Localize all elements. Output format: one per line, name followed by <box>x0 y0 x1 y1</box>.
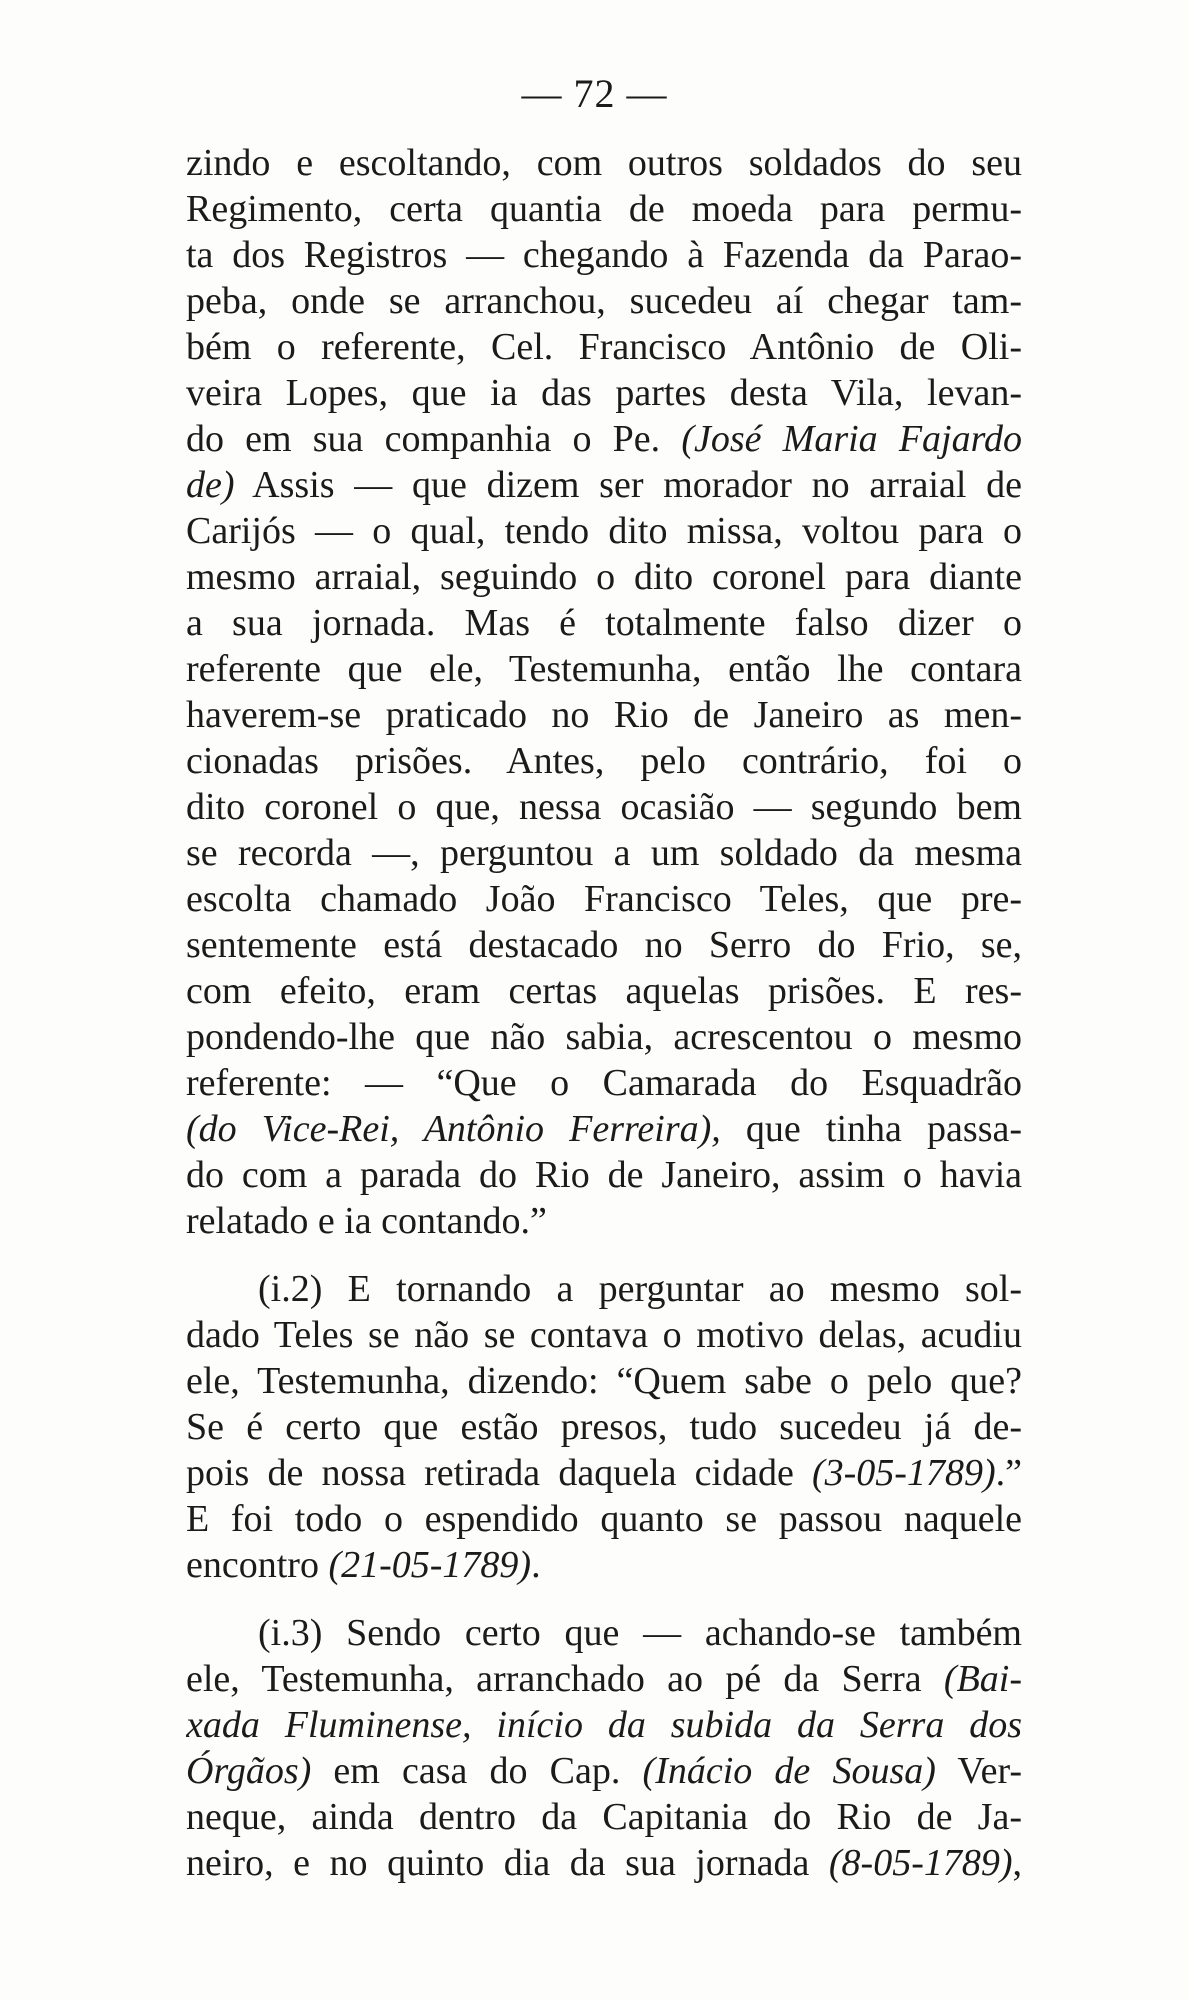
text-line: (i.3) Sendo certo que — achando-se também <box>258 1612 1022 1654</box>
text-line: cionadas prisões. Antes, pelo contrário, foi o <box>186 740 1022 782</box>
text-line: encontro (21-05-1789). <box>186 1544 541 1586</box>
italic-date: (3-05-1789) <box>812 1452 996 1494</box>
text-line: do em sua companhia o Pe. (José Maria Fajardo <box>186 418 1022 460</box>
text-line: escolta chamado João Francisco Teles, que pre- <box>186 878 1022 920</box>
italic-annotation: (José Maria Fajardo <box>681 418 1022 460</box>
text-line: haverem-se praticado no Rio de Janeiro as men- <box>186 694 1022 736</box>
text-line: a sua jornada. Mas é totalmente falso dizer o <box>186 602 1022 644</box>
text-line: mesmo arraial, seguindo o dito coronel para diante <box>186 556 1022 598</box>
text-line: Órgãos) em casa do Cap. (Inácio de Sousa) Ver- <box>186 1750 1022 1792</box>
text-line: relatado e ia contando.” <box>186 1200 547 1242</box>
text-line: com efeito, eram certas aquelas prisões. E res- <box>186 970 1022 1012</box>
text-line: pondendo-lhe que não sabia, acrescentou o mesmo <box>186 1016 1022 1058</box>
text-line: neque, ainda dentro da Capitania do Rio de Ja- <box>186 1796 1022 1838</box>
text-line: peba, onde se arranchou, sucedeu aí chegar tam- <box>186 280 1022 322</box>
paragraph-gap <box>186 1244 1022 1266</box>
text-line <box>186 1702 1022 1748</box>
text-line: dito coronel o que, nessa ocasião — segundo bem <box>186 786 1022 828</box>
text-line: ele, Testemunha, arranchado ao pé da Serra (Bai- <box>186 1658 1022 1700</box>
body-text <box>186 140 1022 1886</box>
text-line: do com a parada do Rio de Janeiro, assim o havia <box>186 1154 1022 1196</box>
italic-date: (21-05-1789) <box>328 1544 532 1586</box>
text-line: (i.2) E tornando a perguntar ao mesmo sol- <box>258 1268 1022 1310</box>
text-line: Regimento, certa quantia de moeda para permu- <box>186 188 1022 230</box>
page-number: — 72 — <box>521 71 668 116</box>
text-line: referente que ele, Testemunha, então lhe contara <box>186 648 1022 690</box>
italic-annotation: (do Vice-Rei, Antônio Ferreira), <box>186 1108 721 1150</box>
italic-date: (8-05-1789) <box>828 1842 1013 1884</box>
text-line: veira Lopes, que ia das partes desta Vila, levan- <box>186 372 1022 414</box>
text-line: bém o referente, Cel. Francisco Antônio de Oli- <box>186 326 1022 368</box>
italic-annotation: Órgãos) <box>186 1750 312 1792</box>
text-line: dado Teles se não se contava o motivo delas, acudiu <box>186 1314 1022 1356</box>
text-line: referente: — “Que o Camarada do Esquadrão <box>186 1062 1022 1104</box>
text-line: E foi todo o espendido quanto se passou naquele <box>186 1498 1022 1540</box>
text-line: sentemente está destacado no Serro do Frio, se, <box>186 924 1022 966</box>
paragraph-gap <box>186 1588 1022 1610</box>
text-line: de) Assis — que dizem ser morador no arraial de <box>186 464 1022 506</box>
text-line: ele, Testemunha, dizendo: “Quem sabe o pelo que? <box>186 1360 1022 1402</box>
italic-annotation: xada Fluminense, início da subida da Serra dos <box>186 1704 1022 1746</box>
text-line: zindo e escoltando, com outros soldados do seu <box>186 142 1022 184</box>
text-line: neiro, e no quinto dia da sua jornada (8-05-1789), <box>186 1842 1022 1884</box>
text-line: Carijós — o qual, tendo dito missa, voltou para o <box>186 510 1022 552</box>
italic-annotation: de) <box>186 464 235 506</box>
text-line: pois de nossa retirada daquela cidade (3-05-1789).” <box>186 1452 1022 1494</box>
text-line: Se é certo que estão presos, tudo sucedeu já de- <box>186 1406 1022 1448</box>
italic-annotation: (Inácio de Sousa) <box>642 1750 936 1792</box>
text-line: se recorda —, perguntou a um soldado da mesma <box>186 832 1022 874</box>
text-line: ta dos Registros — chegando à Fazenda da Parao- <box>186 234 1022 276</box>
text-line: (do Vice-Rei, Antônio Ferreira), que tinha passa- <box>186 1108 1022 1150</box>
italic-annotation: (Bai- <box>943 1658 1022 1700</box>
